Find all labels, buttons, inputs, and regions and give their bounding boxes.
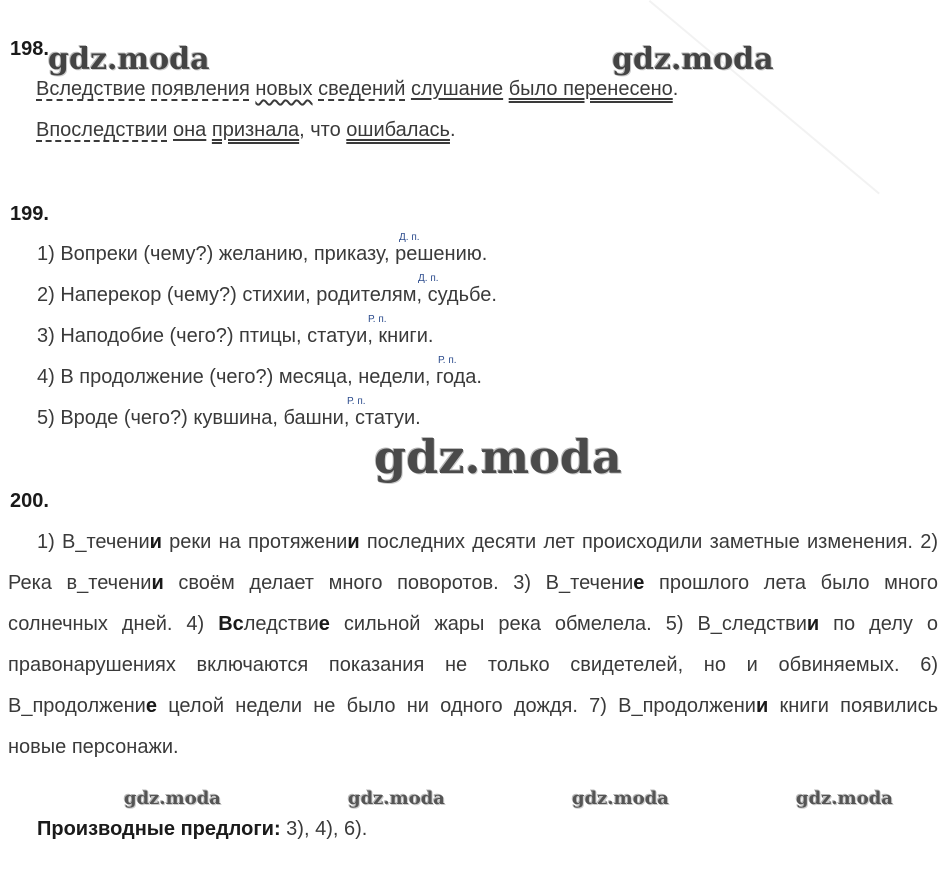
text: по делу о правонарушениях включаются показания не только свидетелей, но и обвиняемых. 6) В_продолжени xyxy=(8,613,938,717)
text: , что xyxy=(299,119,347,141)
sentence xyxy=(36,78,678,101)
exercise-number: 198. xyxy=(10,38,49,60)
watermark: gdz.moda xyxy=(796,788,893,809)
case-label: Д. п. xyxy=(399,232,420,243)
derived-prepositions-label: Производные предлоги: xyxy=(37,818,281,840)
text: ледстви xyxy=(243,613,319,635)
text: книги появились новые персонажи. xyxy=(8,695,938,758)
word: признала xyxy=(211,119,300,141)
ending: и xyxy=(347,531,360,553)
background-diagonal xyxy=(649,0,880,194)
answer-line: 4) В продолжение (чего?) месяца, недели, года. xyxy=(37,366,482,388)
text: своём делает много поворотов. 3) В_течени xyxy=(163,572,634,594)
answer-line: 3) Наподобие (чего?) птицы, статуи, книги. xyxy=(37,325,434,347)
derived-prepositions xyxy=(37,818,367,841)
answer-line: 1) Вопреки (чему?) желанию, приказу, решению. xyxy=(37,243,488,265)
word: Впоследствии xyxy=(36,119,168,141)
text: 1) В_течени xyxy=(37,531,150,553)
watermark: gdz.moda xyxy=(612,42,774,77)
word: появления xyxy=(151,78,250,100)
word: ошибалась xyxy=(346,119,450,141)
letters: Вс xyxy=(218,613,244,635)
ending: и xyxy=(149,531,162,553)
derived-prepositions-value: 3), 4), 6). xyxy=(280,818,368,840)
watermark: gdz.moda xyxy=(374,430,622,484)
ending: е xyxy=(318,613,330,635)
case-label: Р. п. xyxy=(347,396,366,407)
word: новых xyxy=(255,78,313,100)
answer-line: 2) Наперекор (чему?) стихии, родителям, судьбе. xyxy=(37,284,497,306)
punctuation: . xyxy=(449,119,456,141)
word: она xyxy=(173,119,207,141)
watermark: gdz.moda xyxy=(348,788,445,809)
answer-line: 5) Вроде (чего?) кувшина, башни, статуи. xyxy=(37,407,421,429)
word: было перенесено xyxy=(508,78,673,100)
ending: и xyxy=(151,572,164,594)
word: слушание xyxy=(410,78,504,100)
word: Вследствие xyxy=(36,78,146,100)
ending: е xyxy=(145,695,157,717)
sentence xyxy=(36,119,456,142)
ending: и xyxy=(806,613,820,635)
case-label: Р. п. xyxy=(368,314,387,325)
answer-paragraph xyxy=(8,522,938,768)
watermark: gdz.moda xyxy=(572,788,669,809)
ending: е xyxy=(633,572,645,594)
text: сильной жары река обмелела. 5) В_следстви xyxy=(329,613,807,635)
word: сведений xyxy=(318,78,406,100)
watermark: gdz.moda xyxy=(124,788,221,809)
ending: и xyxy=(755,695,769,717)
case-label: Р. п. xyxy=(438,355,457,366)
watermark: gdz.moda xyxy=(48,42,210,77)
exercise-number: 200. xyxy=(10,490,49,512)
text: прошлого лета было много солнечных дней. 4) xyxy=(8,572,938,635)
text: последних десяти лет происходили заметные изменения. 2) Река в_течени xyxy=(8,531,939,594)
text: реки на протяжени xyxy=(161,531,348,553)
case-label: Д. п. xyxy=(418,273,439,284)
text: целой недели не было ни одного дождя. 7) В_продолжени xyxy=(156,695,756,717)
exercise-number: 199. xyxy=(10,203,49,225)
punctuation: . xyxy=(672,78,679,100)
